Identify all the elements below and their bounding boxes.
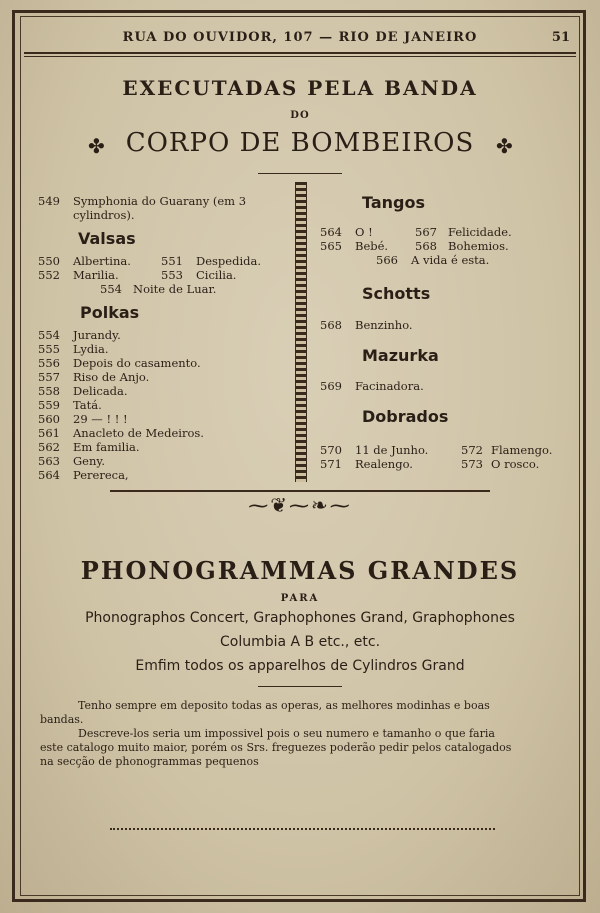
valsa-row: 552 Marilia. 553 Cicilia. [38, 268, 237, 282]
phono-line3: Emfim todos os apparelhos de Cylindros Grand [135, 658, 465, 674]
page-number: 51 [551, 30, 570, 45]
paragraph-1: Tenho sempre em deposito todas as operas, as melhores modinhas e boas [78, 699, 490, 712]
title-executadas: EXECUTADAS PELA BANDA [122, 76, 478, 100]
heading-schotts: Schotts [362, 284, 431, 303]
polka-row: 560 29 — ! ! ! [38, 412, 128, 426]
dobrado-row: 571 Realengo. 573 O rosco. [320, 457, 540, 471]
fleuron-right-icon: ✤ [496, 134, 513, 158]
item-549-cont: cylindros). [73, 208, 135, 222]
valsa-row: 554 Noite de Luar. [100, 282, 217, 296]
polka-row: 557 Riso de Anjo. [38, 370, 150, 384]
footer-ornament-rule [110, 828, 495, 830]
polka-row: 561 Anacleto de Medeiros. [38, 426, 204, 440]
phono-rule [258, 686, 342, 687]
header-rule [24, 52, 576, 54]
item-549: 549 Symphonia do Guarany (em 3 [38, 194, 247, 208]
heading-tangos: Tangos [362, 193, 426, 212]
paragraph-2-line2: este catalogo muito maior, porém os Srs. freguezes poderão pedir pelos catalogados [40, 741, 512, 754]
paragraph-2: Descreve-los seria um impossivel pois o seu numero e tamanho o que faria [78, 727, 495, 740]
polka-row: 554 Jurandy. [38, 328, 121, 342]
para-label: PARA [280, 593, 320, 604]
heading-mazurka: Mazurka [362, 346, 439, 365]
section-rule [110, 490, 490, 492]
polka-row: 558 Delicada. [38, 384, 128, 398]
header-address: RUA DO OUVIDOR, 107 — RIO DE JANEIRO [122, 30, 478, 45]
title-do: DO [290, 110, 310, 121]
schott-row: 568 Benzinho. [320, 318, 413, 332]
page-header [24, 30, 576, 52]
scroll-ornament-icon: ⁓❦⁓❧⁓ [248, 493, 352, 517]
phonogrammas-title: PHONOGRAMMAS GRANDES [80, 556, 520, 585]
column-divider-ornament [295, 182, 307, 482]
title-rule [258, 173, 342, 174]
tango-row: 565 Bebé. 568 Bohemios. [320, 239, 509, 253]
header-rule-thin [24, 56, 576, 57]
tango-row: 566 A vida é esta. [376, 253, 490, 267]
polka-row: 556 Depois do casamento. [38, 356, 201, 370]
dobrado-row: 570 11 de Junho. 572 Flamengo. [320, 443, 553, 457]
valsa-row: 550 Albertina. 551 Despedida. [38, 254, 262, 268]
phono-line2: Columbia A B etc., etc. [219, 634, 381, 650]
heading-dobrados: Dobrados [362, 407, 449, 426]
phono-line1: Phonographos Concert, Graphophones Grand, Graphophones [85, 610, 515, 626]
polka-row: 564 Perereca, [38, 468, 129, 482]
polka-row: 562 Em familia. [38, 440, 140, 454]
tango-row: 564 O ! 567 Felicidade. [320, 225, 512, 239]
title-corpo-de-bombeiros: CORPO DE BOMBEIROS [125, 128, 475, 158]
paragraph-1-end: bandas. [40, 713, 84, 726]
heading-valsas: Valsas [78, 229, 136, 248]
polka-row: 559 Tatá. [38, 398, 102, 412]
heading-polkas: Polkas [80, 303, 140, 322]
polka-row: 563 Geny. [38, 454, 106, 468]
mazurka-row: 569 Facinadora. [320, 379, 424, 393]
polka-row: 555 Lydia. [38, 342, 109, 356]
fleuron-left-icon: ✤ [88, 134, 105, 158]
paragraph-2-line3: na secção de phonogrammas pequenos [40, 755, 259, 768]
